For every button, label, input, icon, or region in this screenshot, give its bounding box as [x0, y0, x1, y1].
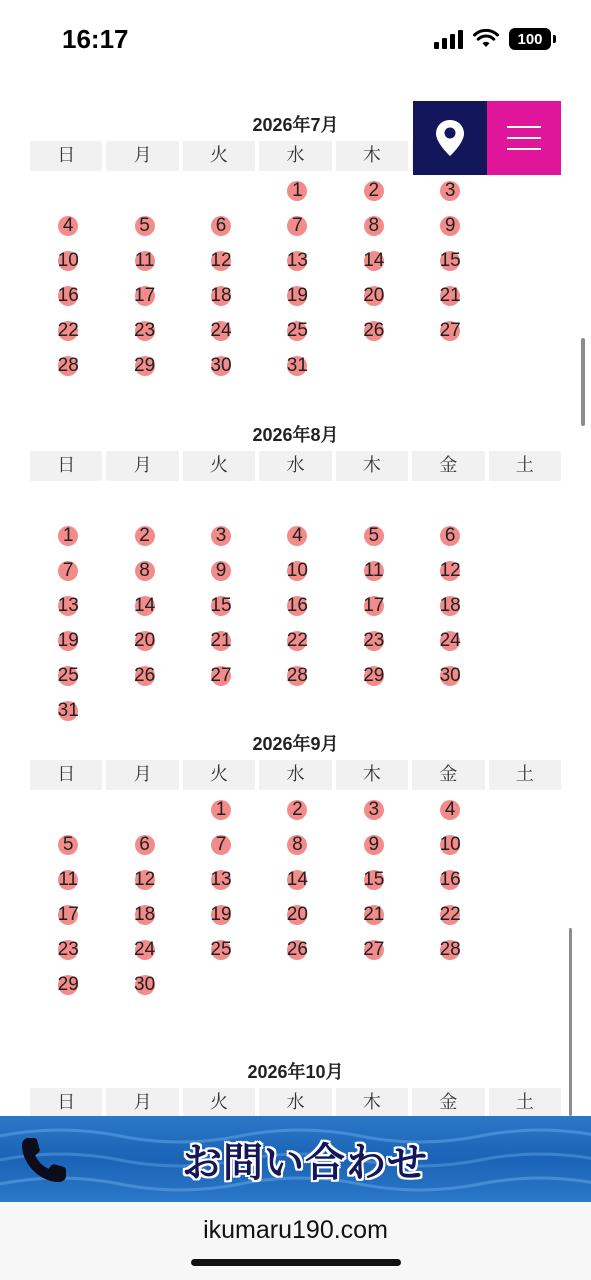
calendar-day[interactable] [259, 897, 335, 932]
day-number: 3 [215, 524, 227, 546]
day-number: 18 [134, 903, 156, 925]
map-pin-icon [433, 118, 467, 158]
calendar-day[interactable] [30, 313, 106, 348]
day-number: 7 [215, 833, 227, 855]
day-number: 6 [444, 524, 456, 546]
day-number: 18 [210, 284, 232, 306]
calendar-day[interactable] [183, 313, 259, 348]
days-grid [0, 173, 591, 383]
home-indicator[interactable] [191, 1259, 401, 1266]
calendar-day[interactable] [183, 518, 259, 553]
calendar-empty-cell [183, 173, 259, 208]
calendar-day[interactable] [336, 623, 412, 658]
calendar-day[interactable] [412, 792, 488, 827]
weekday-label: 木 [336, 451, 408, 481]
calendar-day[interactable] [30, 932, 106, 967]
calendar-empty-cell [259, 483, 335, 518]
calendar-day[interactable] [412, 208, 488, 243]
day-number: 19 [286, 284, 308, 306]
weekday-header [0, 1088, 591, 1116]
day-number: 23 [134, 319, 156, 341]
day-number: 6 [139, 833, 150, 855]
month-title: 2026年7月 [252, 115, 339, 135]
calendar-day[interactable] [336, 518, 412, 553]
day-number: 6 [215, 214, 227, 236]
weekday-header [0, 760, 591, 790]
calendar-day[interactable] [259, 862, 335, 897]
day-number: 29 [57, 973, 79, 995]
scrollbar-thumb-secondary[interactable] [569, 928, 572, 1116]
weekday-label: 日 [30, 451, 102, 481]
day-number: 8 [292, 833, 303, 855]
calendar-day[interactable] [106, 278, 182, 313]
calendar-empty-cell [106, 173, 182, 208]
calendar-empty-cell [30, 792, 106, 827]
days-grid [0, 76, 591, 89]
calendar-day[interactable] [106, 897, 182, 932]
day-number: 19 [210, 903, 232, 925]
day-number: 31 [286, 354, 308, 376]
calendar-day[interactable] [336, 278, 412, 313]
weekday-label: 土 [489, 760, 561, 790]
day-number: 11 [363, 559, 384, 581]
day-number: 10 [286, 559, 308, 581]
day-number: 7 [62, 559, 74, 581]
calendar-day[interactable] [336, 243, 412, 278]
calendar-empty-cell [30, 483, 106, 518]
calendar-empty-cell [106, 76, 182, 89]
calendar-day[interactable] [259, 243, 335, 278]
month-title: 2026年9月 [252, 734, 339, 754]
calendar-day[interactable] [412, 623, 488, 658]
day-number: 23 [363, 629, 385, 651]
calendar-day[interactable] [30, 348, 106, 383]
day-number: 29 [134, 354, 156, 376]
day-number: 17 [363, 594, 385, 616]
calendar-day[interactable] [30, 518, 106, 553]
calendar-day[interactable] [106, 243, 182, 278]
day-number: 21 [363, 903, 385, 925]
day-number: 28 [57, 354, 79, 376]
calendar-day[interactable] [183, 588, 259, 623]
calendar-day[interactable] [183, 553, 259, 588]
weekday-label: 金 [412, 451, 484, 481]
calendar-day[interactable] [30, 658, 106, 693]
calendar-empty-cell [183, 483, 259, 518]
calendar-day[interactable] [336, 862, 412, 897]
days-grid [0, 483, 591, 728]
day-number: 26 [286, 938, 308, 960]
day-number: 1 [292, 179, 303, 201]
day-number: 28 [286, 664, 308, 686]
calendar-day[interactable] [30, 553, 106, 588]
calendar-day[interactable] [106, 658, 182, 693]
day-number: 30 [210, 354, 232, 376]
calendar-empty-cell [412, 693, 488, 728]
calendar-day[interactable] [183, 348, 259, 383]
weekday-label: 火 [183, 141, 255, 171]
calendar-day[interactable] [106, 208, 182, 243]
calendar-day[interactable] [259, 792, 335, 827]
day-number: 1 [62, 524, 74, 546]
day-number: 31 [57, 699, 79, 721]
day-number: 1 [215, 798, 227, 820]
calendar-day[interactable] [30, 827, 106, 862]
calendar-day[interactable] [106, 348, 182, 383]
weekday-label: 水 [259, 141, 331, 171]
day-number: 8 [368, 214, 380, 236]
calendar-day[interactable] [336, 792, 412, 827]
calendar-day[interactable] [412, 932, 488, 967]
day-number: 9 [215, 559, 227, 581]
calendar-day[interactable] [336, 588, 412, 623]
calendar-day[interactable] [183, 827, 259, 862]
calendar-day[interactable] [30, 208, 106, 243]
calendar-day[interactable] [30, 243, 106, 278]
hamburger-menu-icon [507, 124, 541, 152]
day-number: 2 [368, 179, 380, 201]
calendar-day[interactable] [259, 827, 335, 862]
calendar-day[interactable] [183, 243, 259, 278]
day-number: 13 [286, 249, 308, 271]
weekday-label: 火 [183, 1088, 255, 1116]
calendar-day[interactable] [30, 897, 106, 932]
day-number: 26 [363, 319, 385, 341]
day-number: 18 [439, 594, 461, 616]
day-number: 4 [62, 214, 74, 236]
calendar-day[interactable] [336, 553, 412, 588]
day-number: 21 [439, 284, 461, 306]
day-number: 25 [57, 664, 79, 686]
calendar-day[interactable] [259, 348, 335, 383]
scrollbar-thumb[interactable] [581, 338, 585, 426]
day-number: 21 [210, 629, 232, 651]
day-number: 13 [57, 594, 79, 616]
day-number: 20 [363, 284, 385, 306]
calendar-day[interactable] [183, 658, 259, 693]
calendar-day[interactable] [412, 658, 488, 693]
calendar-day[interactable] [259, 623, 335, 658]
phone-icon [18, 1134, 70, 1186]
calendar-day[interactable] [259, 278, 335, 313]
calendar-day[interactable] [183, 862, 259, 897]
calendar-day[interactable] [106, 862, 182, 897]
day-number: 3 [444, 179, 456, 201]
calendar-day[interactable] [259, 553, 335, 588]
day-number: 12 [210, 249, 232, 271]
calendar-day[interactable] [259, 208, 335, 243]
url-text[interactable]: ikumaru190.com [203, 1216, 388, 1244]
day-number: 27 [210, 664, 232, 686]
day-number: 23 [57, 938, 79, 960]
weekday-header [0, 451, 591, 481]
weekday-label: 木 [336, 760, 408, 790]
calendar-day[interactable] [183, 623, 259, 658]
battery-indicator [509, 28, 551, 50]
floating-nav [413, 101, 561, 175]
calendar-empty-cell [336, 348, 412, 383]
weekday-label: 水 [259, 451, 331, 481]
calendar-day[interactable] [412, 173, 488, 208]
calendar-day[interactable] [183, 792, 259, 827]
calendar-empty-cell [183, 967, 259, 1002]
day-number: 27 [363, 938, 385, 960]
calendar-day[interactable] [106, 588, 182, 623]
weekday-label: 土 [489, 1088, 561, 1116]
day-number: 2 [139, 524, 150, 546]
calendar-day[interactable] [30, 862, 106, 897]
weekday-label: 月 [106, 141, 178, 171]
calendar-day[interactable] [336, 208, 412, 243]
calendar-day[interactable] [259, 658, 335, 693]
day-number: 16 [57, 284, 79, 306]
calendar-month [0, 1056, 591, 1116]
day-number: 30 [439, 664, 461, 686]
calendar-day[interactable] [336, 932, 412, 967]
day-number: 11 [134, 249, 155, 271]
calendar-day[interactable] [106, 623, 182, 658]
calendar-day[interactable] [106, 967, 182, 1002]
calendar-day[interactable] [412, 897, 488, 932]
calendar-empty-cell [183, 693, 259, 728]
day-number: 25 [210, 938, 232, 960]
day-number: 22 [439, 903, 461, 925]
day-number: 20 [134, 629, 156, 651]
calendar-empty-cell [336, 967, 412, 1002]
day-number: 24 [134, 938, 156, 960]
day-number: 16 [439, 868, 461, 890]
day-number: 15 [439, 249, 461, 271]
day-number: 7 [292, 214, 303, 236]
day-number: 5 [62, 833, 74, 855]
calendar-day[interactable] [412, 278, 488, 313]
day-number: 2 [292, 798, 303, 820]
day-number: 10 [439, 833, 461, 855]
day-number: 16 [286, 594, 308, 616]
day-number: 9 [444, 214, 456, 236]
weekday-label: 月 [106, 451, 178, 481]
day-number: 13 [210, 868, 232, 890]
day-number: 14 [134, 594, 156, 616]
day-number: 20 [286, 903, 308, 925]
calendar-day[interactable] [336, 897, 412, 932]
status-icons [434, 28, 551, 50]
day-number: 8 [139, 559, 150, 581]
calendar-empty-cell [106, 483, 182, 518]
day-number: 3 [368, 798, 380, 820]
day-number: 10 [57, 249, 79, 271]
calendar-day[interactable] [259, 173, 335, 208]
calendar-empty-cell [106, 693, 182, 728]
calendar-day[interactable] [106, 518, 182, 553]
day-number: 26 [134, 664, 156, 686]
calendar-day[interactable] [336, 173, 412, 208]
day-number: 27 [439, 319, 461, 341]
calendar-day[interactable] [30, 693, 106, 728]
day-number: 19 [57, 629, 79, 651]
weekday-label: 木 [336, 141, 408, 171]
status-bar [0, 0, 591, 76]
day-number: 12 [134, 868, 156, 890]
calendar-day[interactable] [412, 243, 488, 278]
weekday-label: 水 [259, 760, 331, 790]
calendar-day[interactable] [412, 827, 488, 862]
days-grid [0, 792, 591, 1002]
calendar-empty-cell [336, 693, 412, 728]
day-number: 24 [439, 629, 461, 651]
day-number: 5 [139, 214, 150, 236]
signal-icon [434, 29, 463, 49]
status-time: 16:17 [62, 24, 129, 54]
calendar-day[interactable] [259, 932, 335, 967]
calendar-day[interactable] [259, 518, 335, 553]
calendar-list [0, 76, 591, 1116]
weekday-label: 月 [106, 760, 178, 790]
calendar-day[interactable] [412, 553, 488, 588]
weekday-label: 土 [489, 451, 561, 481]
day-number: 11 [58, 868, 79, 890]
calendar-day[interactable] [106, 827, 182, 862]
calendar-day[interactable] [259, 313, 335, 348]
weekday-label: 木 [336, 1088, 408, 1116]
calendar-empty-cell [259, 967, 335, 1002]
calendar-day[interactable] [259, 588, 335, 623]
day-number: 5 [368, 524, 380, 546]
day-number: 28 [439, 938, 461, 960]
weekday-label: 火 [183, 451, 255, 481]
day-number: 29 [363, 664, 385, 686]
day-number: 25 [286, 319, 308, 341]
calendar-day[interactable] [183, 208, 259, 243]
calendar-empty-cell [106, 792, 182, 827]
menu-button[interactable] [487, 101, 561, 175]
weekday-label: 水 [259, 1088, 331, 1116]
day-number: 22 [57, 319, 79, 341]
weekday-label: 月 [106, 1088, 178, 1116]
month-title: 2026年8月 [252, 425, 339, 445]
map-button[interactable] [413, 101, 487, 175]
calendar-day[interactable] [183, 932, 259, 967]
calendar-day[interactable] [30, 588, 106, 623]
calendar-day[interactable] [106, 313, 182, 348]
battery-level: 100 [517, 30, 543, 48]
contact-label: お問い合わせ [182, 1138, 428, 1186]
day-number: 22 [286, 629, 308, 651]
day-number: 12 [439, 559, 461, 581]
calendar-day[interactable] [106, 553, 182, 588]
day-number: 15 [363, 868, 385, 890]
calendar-empty-cell [30, 173, 106, 208]
calendar-month [0, 76, 591, 89]
day-number: 30 [134, 973, 156, 995]
day-number: 15 [210, 594, 232, 616]
day-number: 4 [292, 524, 303, 546]
calendar-empty-cell [30, 76, 106, 89]
month-title: 2026年10月 [247, 1062, 344, 1082]
weekday-label: 金 [412, 1088, 484, 1116]
weekday-label: 日 [30, 760, 102, 790]
calendar-month [0, 419, 591, 728]
calendar-day[interactable] [412, 313, 488, 348]
calendar-day[interactable] [336, 658, 412, 693]
page-viewport[interactable] [0, 76, 591, 1116]
calendar-day[interactable] [412, 588, 488, 623]
day-number: 14 [286, 868, 308, 890]
weekday-label: 日 [30, 1088, 102, 1116]
day-number: 17 [57, 903, 79, 925]
calendar-day[interactable] [336, 313, 412, 348]
weekday-label: 日 [30, 141, 102, 171]
wifi-icon [473, 29, 499, 49]
calendar-day[interactable] [336, 827, 412, 862]
day-number: 4 [444, 798, 456, 820]
day-number: 14 [363, 249, 385, 271]
calendar-day[interactable] [30, 967, 106, 1002]
calendar-day[interactable] [30, 278, 106, 313]
day-number: 24 [210, 319, 232, 341]
calendar-day[interactable] [30, 623, 106, 658]
contact-banner[interactable] [0, 1116, 591, 1202]
calendar-day[interactable] [106, 932, 182, 967]
calendar-empty-cell [336, 483, 412, 518]
calendar-day[interactable] [183, 897, 259, 932]
calendar-day[interactable] [412, 862, 488, 897]
weekday-label: 火 [183, 760, 255, 790]
weekday-label: 金 [412, 760, 484, 790]
day-number: 9 [368, 833, 380, 855]
calendar-month [0, 728, 591, 1002]
calendar-day[interactable] [183, 278, 259, 313]
browser-url-bar[interactable] [0, 1202, 591, 1280]
day-number: 17 [134, 284, 156, 306]
calendar-day[interactable] [412, 518, 488, 553]
calendar-empty-cell [412, 483, 488, 518]
calendar-empty-cell [259, 693, 335, 728]
